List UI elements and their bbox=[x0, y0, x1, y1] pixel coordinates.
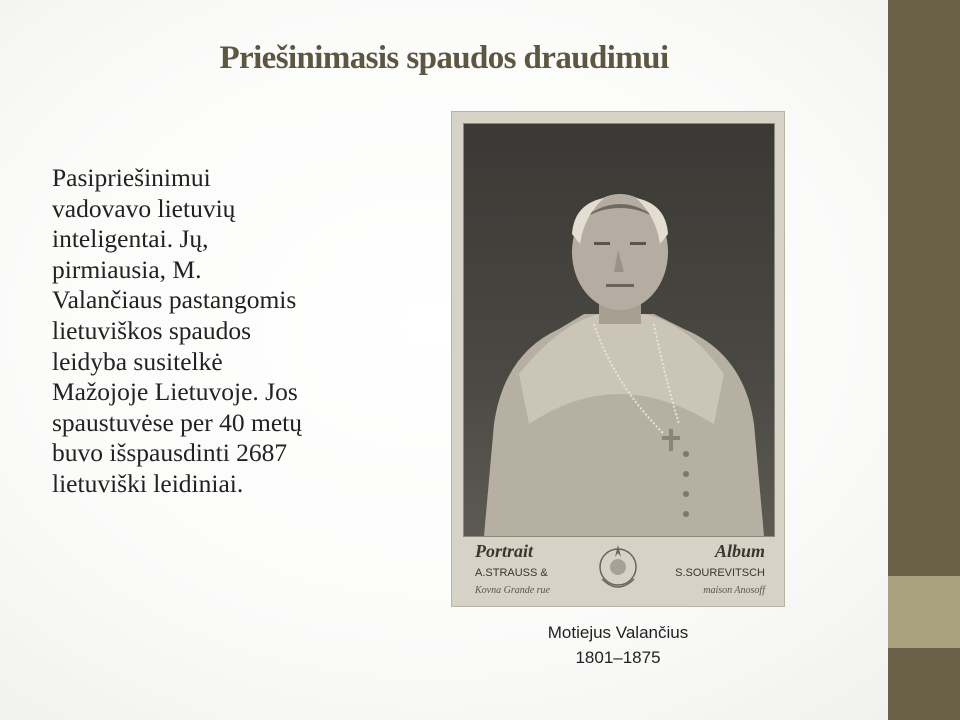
body-line: leidyba susitelkė bbox=[52, 346, 223, 376]
slide-title: Priešinimasis spaudos draudimui bbox=[219, 40, 669, 76]
body-line: buvo išspausdinti 2687 bbox=[52, 438, 288, 468]
album-label-left: Portrait bbox=[475, 541, 534, 561]
studio-label-row bbox=[475, 567, 765, 579]
photo-caption bbox=[451, 620, 785, 670]
address-label-row bbox=[475, 585, 765, 596]
caption-years: 1801–1875 bbox=[575, 648, 661, 667]
body-line: Mažojoje Lietuvoje. Jos bbox=[52, 377, 298, 407]
portrait-photo bbox=[451, 111, 785, 607]
studio-label-left: A.STRAUSS & bbox=[475, 567, 548, 579]
body-line: lietuviški leidiniai. bbox=[52, 468, 244, 498]
caption-name: Motiejus Valančius bbox=[547, 623, 689, 642]
body-line: vadovavo lietuvių bbox=[52, 193, 236, 223]
body-line: spaustuvėse per 40 metų bbox=[52, 407, 302, 437]
album-label-right: Album bbox=[714, 541, 765, 561]
address-label-left: Kovna Grande rue bbox=[475, 585, 550, 596]
address-label-right: maison Anosoff bbox=[703, 585, 765, 596]
studio-label-right: S.SOUREVITSCH bbox=[675, 567, 765, 579]
decorative-band-bottom bbox=[888, 648, 960, 720]
decorative-band-middle bbox=[888, 576, 960, 648]
body-line: pirmiausia, M. bbox=[52, 254, 202, 284]
body-line: Pasipriešinimui bbox=[52, 163, 211, 192]
portrait-figure-icon bbox=[464, 124, 774, 536]
body-line: inteligentai. Jų, bbox=[52, 224, 209, 254]
body-line: lietuviškos spaudos bbox=[52, 315, 252, 345]
body-line: Valančiaus pastangomis bbox=[52, 285, 297, 315]
decorative-band-top bbox=[888, 0, 960, 576]
portrait-image bbox=[463, 123, 775, 537]
body-paragraph bbox=[52, 163, 362, 500]
album-label-row bbox=[475, 541, 765, 562]
